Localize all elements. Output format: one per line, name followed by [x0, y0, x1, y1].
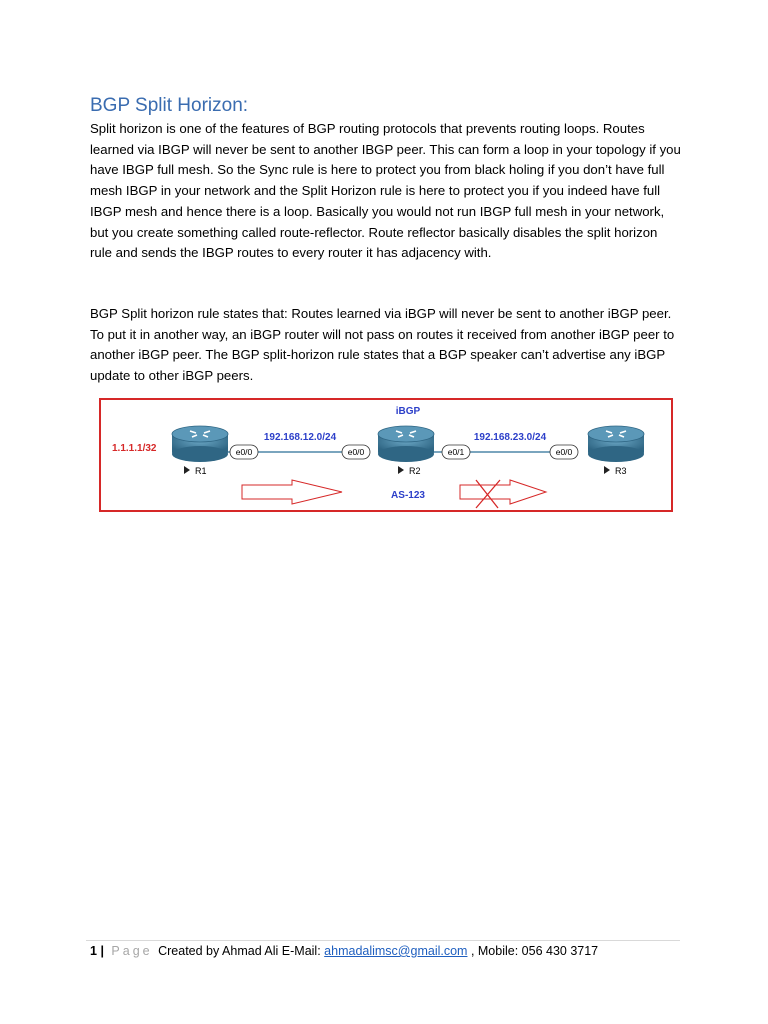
intf-r1-e0-0 — [230, 445, 258, 459]
router-r1-icon — [172, 426, 228, 462]
router-r2-icon — [378, 426, 434, 462]
footer-mobile: , Mobile: 056 430 3717 — [470, 944, 599, 958]
paragraph-split-horizon-rule: BGP Split horizon rule states that: Routes learned via iBGP will never be sent to another iBGP peer. To put it in another way, an iBGP router will not pass on routes it received from another iBGP peer to another iBGP peer. The BGP split-horizon rule states that a BGP speaker can’t advertise any iBGP update to other iBGP peers. — [90, 306, 675, 384]
subnet-r2-r3-label: 192.168.23.0/24 — [473, 432, 547, 443]
router-r3-icon — [588, 426, 644, 462]
footer-credit: Created by Ahmad Ali E-Mail: — [158, 944, 321, 958]
router-r1-label: R1 — [195, 466, 207, 476]
as-label: AS-123 — [391, 490, 425, 501]
footer-separator: | — [100, 944, 104, 958]
page-footer — [90, 944, 598, 958]
intf-r2-e0-1 — [442, 445, 470, 459]
intf-r3-e0-0 — [550, 445, 578, 459]
svg-text:e0/0: e0/0 — [347, 447, 365, 457]
svg-text:e0/0: e0/0 — [235, 447, 253, 457]
ibgp-label: iBGP — [395, 406, 421, 417]
intf-r2-e0-0 — [342, 445, 370, 459]
paragraph-split-horizon-intro: Split horizon is one of the features of BGP routing protocols that prevents routing loops. Routes learned via IBGP will never be sent to another IBGP peer. This can form a loop in your topology if you have IBGP full mesh. So the Sync rule is here to protect you from black holing if you don’t have full mesh IBGP in your network and the Split Horizon rule is here to protect you if you indeed have full IBGP mesh and hence there is a loop. Basically you would not run IBGP full mesh in your network, but you create something called route-reflector. Route reflector basically disables the split horizon rule and sends the IBGP routes to every router it has adjacency with. — [90, 121, 681, 261]
router-r2-label: R2 — [409, 466, 421, 476]
loopback-label: 1.1.1.1/32 — [112, 443, 157, 454]
section-heading: BGP Split Horizon: — [90, 95, 249, 116]
page-number: 1 — [90, 944, 97, 958]
page-word: Page — [111, 944, 153, 958]
router-r3-label: R3 — [615, 466, 627, 476]
subnet-r1-r2-label: 192.168.12.0/24 — [263, 432, 337, 443]
email-link[interactable]: ahmadalimsc@gmail.com — [324, 944, 468, 958]
svg-text:e0/0: e0/0 — [555, 447, 573, 457]
svg-text:e0/1: e0/1 — [447, 447, 465, 457]
footer-divider — [86, 940, 680, 941]
bgp-topology-diagram — [96, 396, 674, 516]
